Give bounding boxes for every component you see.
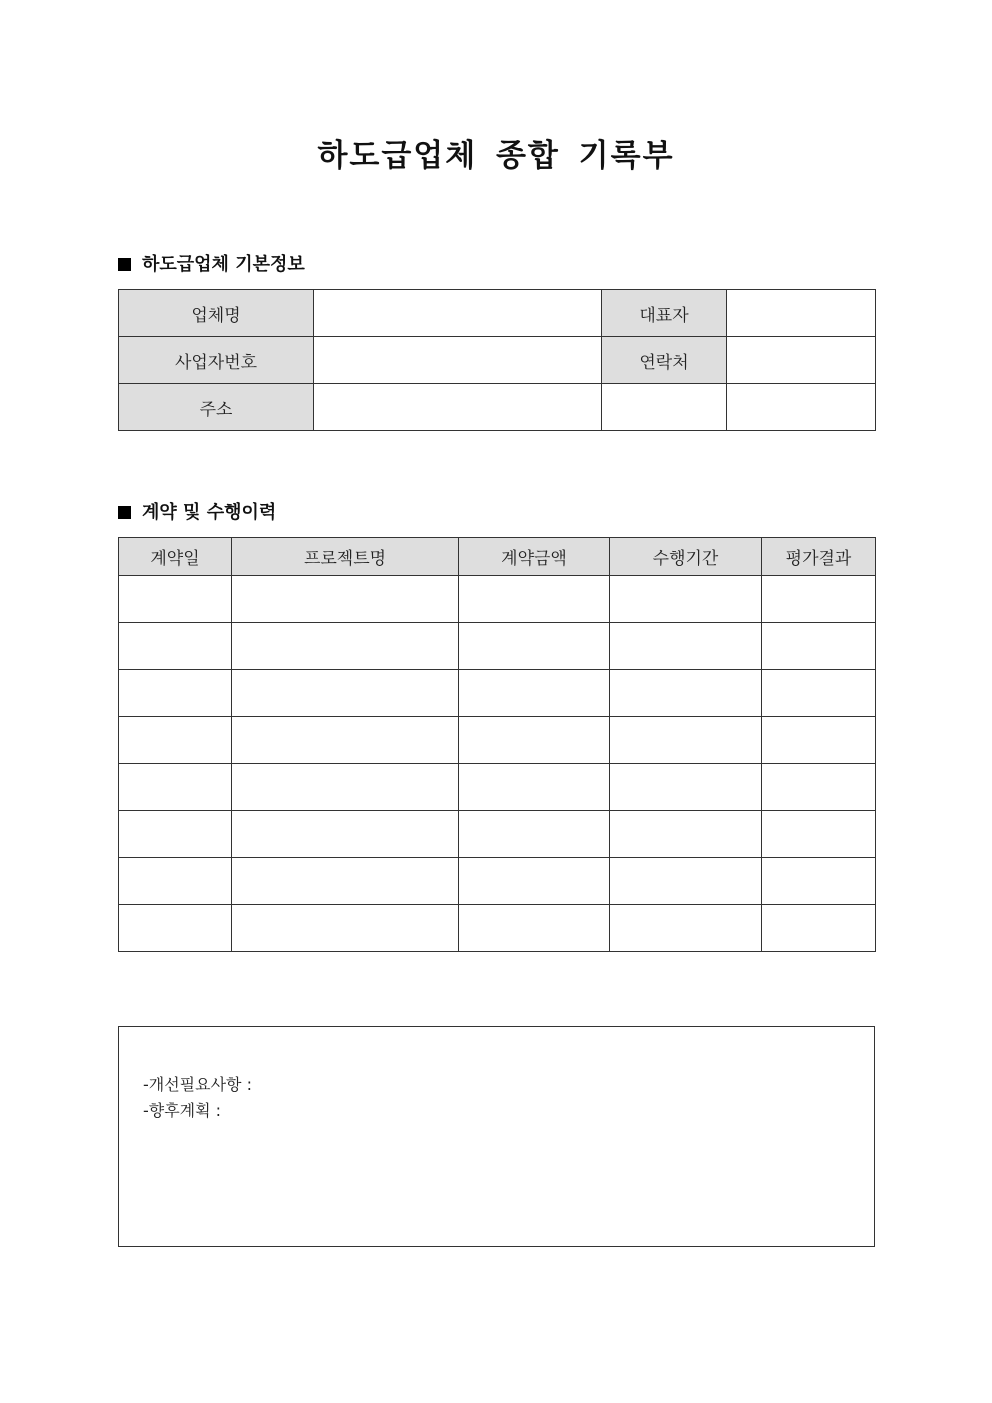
contact-label: 연락처 (602, 337, 727, 384)
table-cell[interactable] (459, 858, 610, 905)
table-row (119, 623, 876, 670)
table-cell[interactable] (459, 623, 610, 670)
table-cell[interactable] (610, 717, 762, 764)
table-row (119, 670, 876, 717)
company-name-field[interactable] (314, 290, 602, 337)
column-header-project-name: 프로젝트명 (232, 538, 459, 576)
table-cell[interactable] (762, 905, 876, 952)
table-cell[interactable] (232, 623, 459, 670)
table-cell[interactable] (232, 764, 459, 811)
table-cell[interactable] (232, 811, 459, 858)
table-cell[interactable] (610, 670, 762, 717)
table-cell[interactable] (610, 623, 762, 670)
contact-field[interactable] (727, 337, 876, 384)
square-bullet-icon (118, 506, 131, 519)
improvement-needed-label: -개선필요사항 : (143, 1075, 252, 1094)
table-row (119, 337, 876, 384)
address-label: 주소 (119, 384, 314, 431)
column-header-contract-amount: 계약금액 (459, 538, 610, 576)
square-bullet-icon (118, 258, 131, 271)
table-cell[interactable] (762, 717, 876, 764)
future-plan-label: -향후계획 : (143, 1101, 222, 1120)
table-cell[interactable] (232, 670, 459, 717)
history-section-title (118, 500, 276, 526)
empty-cell (602, 384, 727, 431)
empty-cell (727, 384, 876, 431)
table-cell[interactable] (762, 858, 876, 905)
column-header-evaluation: 평가결과 (762, 538, 876, 576)
basic-info-table (118, 289, 876, 431)
table-cell[interactable] (610, 905, 762, 952)
company-name-label: 업체명 (119, 290, 314, 337)
basic-info-section-title (118, 252, 305, 278)
basic-info-section-label: 하도급업체 기본정보 (142, 254, 305, 275)
table-cell[interactable] (459, 670, 610, 717)
table-cell[interactable] (459, 811, 610, 858)
table-cell[interactable] (610, 811, 762, 858)
table-header-row (119, 538, 876, 576)
representative-field[interactable] (727, 290, 876, 337)
table-row (119, 811, 876, 858)
table-cell[interactable] (610, 576, 762, 623)
representative-label: 대표자 (602, 290, 727, 337)
table-cell[interactable] (119, 717, 232, 764)
table-cell[interactable] (119, 670, 232, 717)
table-cell[interactable] (119, 623, 232, 670)
address-field[interactable] (314, 384, 602, 431)
table-cell[interactable] (459, 764, 610, 811)
table-cell[interactable] (232, 858, 459, 905)
table-cell[interactable] (610, 764, 762, 811)
history-section-label: 계약 및 수행이력 (142, 502, 277, 523)
table-cell[interactable] (232, 576, 459, 623)
table-cell[interactable] (610, 858, 762, 905)
notes-box[interactable] (118, 1026, 875, 1247)
table-cell[interactable] (232, 905, 459, 952)
table-row (119, 764, 876, 811)
contract-history-table (118, 537, 876, 952)
table-row (119, 576, 876, 623)
table-cell[interactable] (762, 623, 876, 670)
table-cell[interactable] (762, 576, 876, 623)
column-header-contract-date: 계약일 (119, 538, 232, 576)
table-row (119, 290, 876, 337)
table-cell[interactable] (762, 811, 876, 858)
table-row (119, 384, 876, 431)
document-title: 하도급업체 종합 기록부 (317, 138, 675, 174)
table-cell[interactable] (119, 576, 232, 623)
table-cell[interactable] (459, 717, 610, 764)
table-cell[interactable] (762, 670, 876, 717)
table-cell[interactable] (119, 811, 232, 858)
table-cell[interactable] (459, 576, 610, 623)
table-cell[interactable] (232, 717, 459, 764)
table-row (119, 905, 876, 952)
table-cell[interactable] (762, 764, 876, 811)
table-cell[interactable] (119, 764, 232, 811)
table-cell[interactable] (119, 905, 232, 952)
business-number-field[interactable] (314, 337, 602, 384)
business-number-label: 사업자번호 (119, 337, 314, 384)
table-row (119, 717, 876, 764)
column-header-period: 수행기간 (610, 538, 762, 576)
table-row (119, 858, 876, 905)
table-cell[interactable] (459, 905, 610, 952)
table-cell[interactable] (119, 858, 232, 905)
